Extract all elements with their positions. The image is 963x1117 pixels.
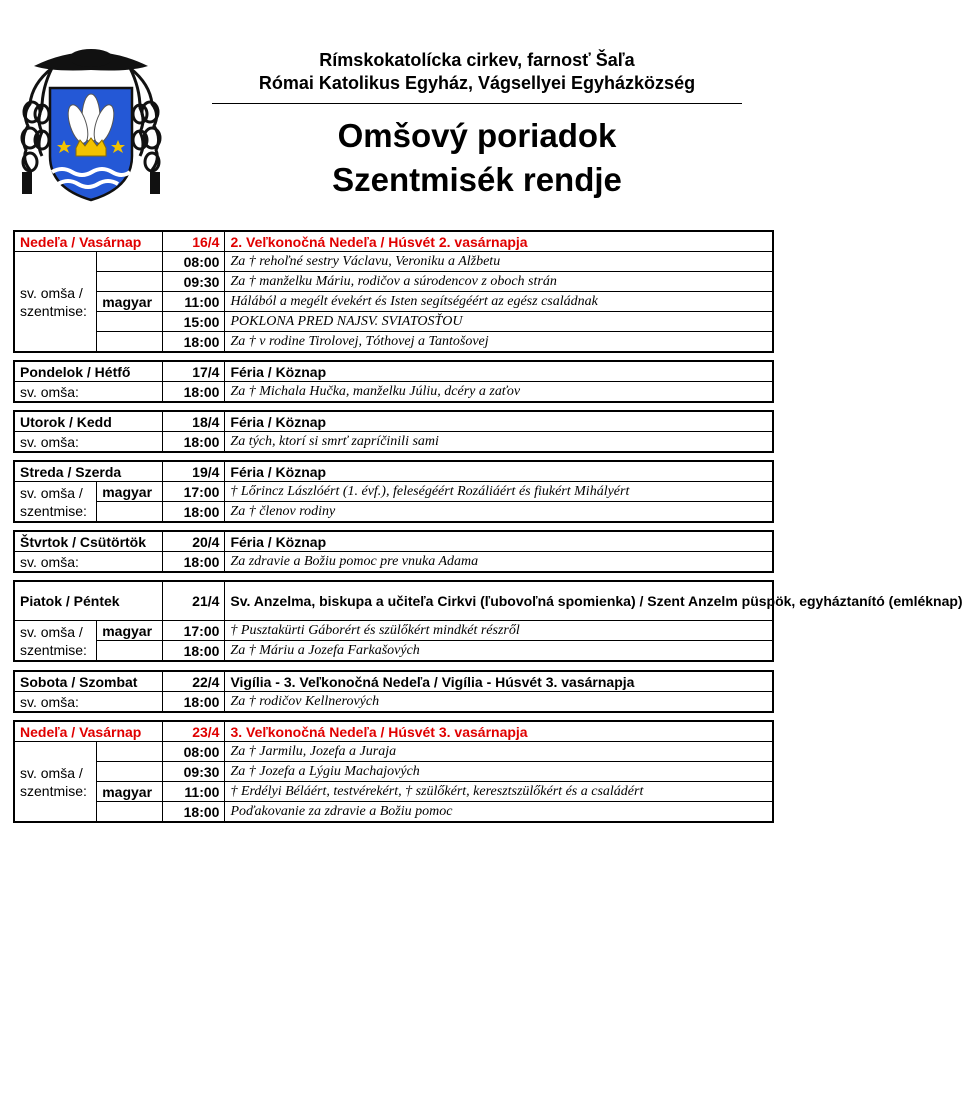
day-date: 19/4	[163, 461, 225, 482]
day-block-friday-21-4	[13, 580, 963, 662]
mass-label: sv. omša / szentmise:	[14, 621, 97, 662]
day-block-wednesday-19-4	[13, 460, 774, 523]
day-date: 21/4	[163, 581, 225, 621]
mass-intention: Za † rehoľné sestry Václavu, Veroniku a Alžbetu	[225, 252, 773, 272]
day-name: Pondelok / Hétfő	[14, 361, 163, 382]
mass-label: sv. omša / szentmise:	[14, 742, 97, 823]
mass-time: 18:00	[163, 332, 225, 353]
day-name: Utorok / Kedd	[14, 411, 163, 432]
day-date: 23/4	[163, 721, 225, 742]
mass-time: 18:00	[163, 641, 225, 662]
day-name: Nedeľa / Vasárnap	[14, 231, 163, 252]
mass-intention: Za zdravie a Božiu pomoc pre vnuka Adama	[225, 552, 773, 573]
language-label: magyar	[97, 292, 163, 312]
mass-time: 09:30	[163, 762, 225, 782]
mass-time: 18:00	[163, 802, 225, 823]
day-feast: 3. Veľkonočná Nedeľa / Húsvét 3. vasárnapja	[225, 721, 773, 742]
day-block-sunday-23-4	[13, 720, 774, 823]
language-label: magyar	[97, 782, 163, 802]
day-name: Streda / Szerda	[14, 461, 163, 482]
day-feast: Vigília - 3. Veľkonočná Nedeľa / Vigília - Húsvét 3. vasárnapja	[225, 671, 773, 692]
mass-intention: POKLONA PRED NAJSV. SVIATOSŤOU	[225, 312, 773, 332]
mass-label: sv. omša:	[14, 382, 163, 403]
mass-time: 18:00	[163, 432, 225, 453]
mass-time: 11:00	[163, 782, 225, 802]
day-feast: 2. Veľkonočná Nedeľa / Húsvét 2. vasárnapja	[225, 231, 773, 252]
day-feast: Féria / Köznap	[225, 411, 773, 432]
mass-intention: Za tých, ktorí si smrť zapríčinili sami	[225, 432, 773, 453]
day-date: 16/4	[163, 231, 225, 252]
day-feast: Féria / Köznap	[225, 361, 773, 382]
mass-label: sv. omša / szentmise:	[14, 482, 97, 523]
mass-intention: Za † Máriu a Jozefa Farkašových	[225, 641, 773, 662]
mass-time: 08:00	[163, 252, 225, 272]
page-title-sk: Omšový poriadok	[337, 117, 617, 154]
header-divider	[212, 103, 742, 104]
mass-time: 17:00	[163, 621, 225, 641]
day-date: 17/4	[163, 361, 225, 382]
day-block-saturday-22-4	[13, 670, 774, 713]
mass-intention: Za † Jarmilu, Jozefa a Juraja	[225, 742, 773, 762]
mass-intention: Za † Jozefa a Lýgiu Machajových	[225, 762, 773, 782]
mass-intention: Poďakovanie za zdravie a Božiu pomoc	[225, 802, 773, 823]
day-name: Sobota / Szombat	[14, 671, 163, 692]
mass-time: 18:00	[163, 552, 225, 573]
day-block-thursday-20-4	[13, 530, 774, 573]
mass-label: sv. omša / szentmise:	[14, 252, 97, 353]
day-name: Piatok / Péntek	[14, 581, 163, 621]
mass-label: sv. omša:	[14, 692, 163, 713]
mass-intention: Za † rodičov Kellnerových	[225, 692, 773, 713]
mass-intention: † Lőrincz Lászlóért (1. évf.), feleségéért Rozáliáért és fiukért Mihályért	[225, 482, 773, 502]
day-block-monday-17-4	[13, 360, 774, 403]
mass-time: 18:00	[163, 692, 225, 713]
mass-intention: Za † členov rodiny	[225, 502, 773, 523]
mass-time: 17:00	[163, 482, 225, 502]
day-block-tuesday-18-4	[13, 410, 774, 453]
parish-name-hu: Római Katolikus Egyház, Vágsellyei Egyházközség	[258, 73, 696, 93]
day-date: 22/4	[163, 671, 225, 692]
mass-intention: Za † Michala Hučka, manželku Júliu, dcéry a zaťov	[225, 382, 773, 403]
mass-time: 11:00	[163, 292, 225, 312]
mass-label: sv. omša:	[14, 552, 163, 573]
day-feast: Féria / Köznap	[225, 461, 773, 482]
day-name: Nedeľa / Vasárnap	[14, 721, 163, 742]
day-date: 18/4	[163, 411, 225, 432]
day-block-sunday-16-4	[13, 230, 774, 353]
mass-intention: Za † manželku Máriu, rodičov a súrodencov z oboch strán	[225, 272, 773, 292]
day-date: 20/4	[163, 531, 225, 552]
mass-intention: † Pusztakürti Gáborért és szülőkért mindkét részről	[225, 621, 773, 641]
day-name: Štvrtok / Csütörtök	[14, 531, 163, 552]
mass-intention: † Erdélyi Béláért, testvérekért, † szülőkért, keresztszülőkért és a családért	[225, 782, 773, 802]
parish-name-sk: Rímskokatolícka cirkev, farnosť Šaľa	[319, 50, 635, 70]
day-feast: Féria / Köznap	[225, 531, 773, 552]
mass-time: 09:30	[163, 272, 225, 292]
mass-time: 18:00	[163, 382, 225, 403]
page-title-hu: Szentmisék rendje	[332, 161, 622, 198]
day-feast: Sv. Anzelma, biskupa a učiteľa Cirkvi (ľubovoľná spomienka) / Szent Anzelm püspök, egyháztanító (emléknap)	[225, 581, 773, 621]
mass-time: 15:00	[163, 312, 225, 332]
mass-time: 08:00	[163, 742, 225, 762]
mass-intention: Za † v rodine Tirolovej, Tóthovej a Tantošovej	[225, 332, 773, 353]
language-label: magyar	[97, 621, 163, 641]
mass-time: 18:00	[163, 502, 225, 523]
mass-label: sv. omša:	[14, 432, 163, 453]
mass-intention: Hálából a megélt évekért és Isten segítségéért az egész családnak	[225, 292, 773, 312]
language-label: magyar	[97, 482, 163, 502]
parish-coat-of-arms-icon	[12, 44, 170, 204]
